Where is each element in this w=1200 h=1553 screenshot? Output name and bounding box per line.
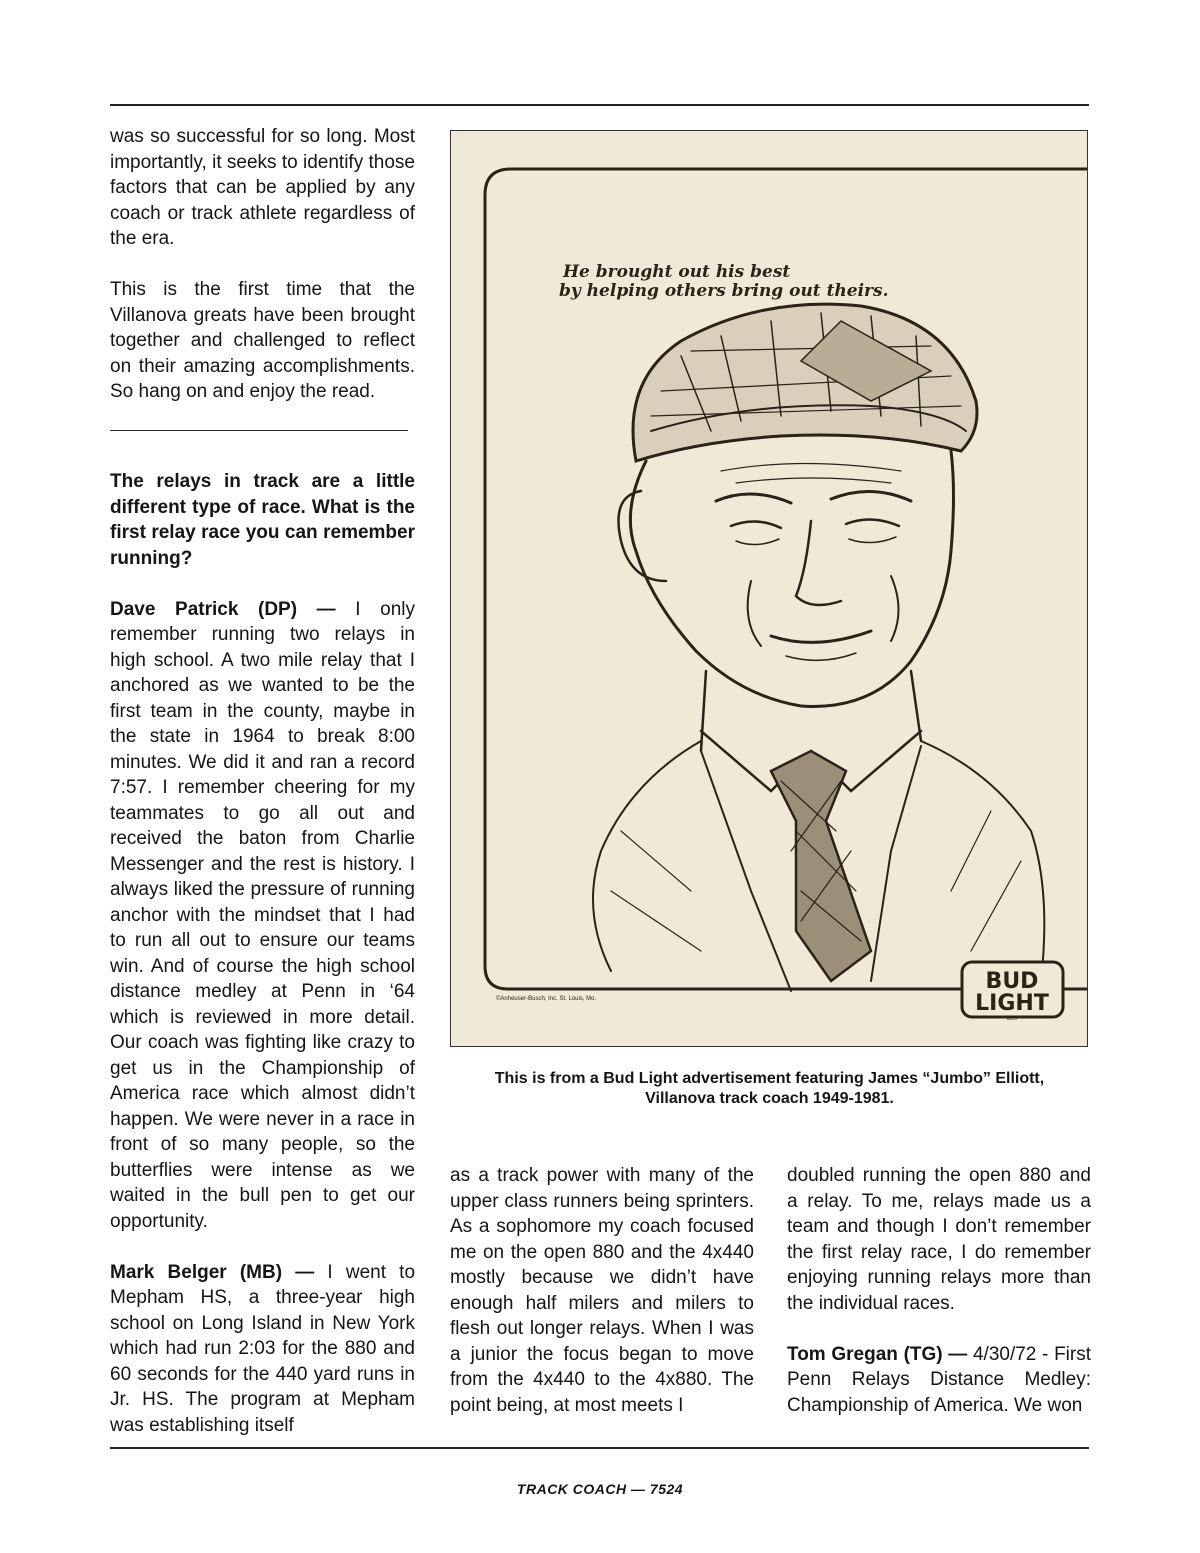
bottom-rule [110,1447,1089,1449]
right-column [787,1163,1091,1418]
answer-mark-belger-continued: as a track power with many of the upper class runners being sprinters. As a sophomore my coach focused me on the open 880 and the 4x440 mostly because we didn’t have enough half milers and milers to flesh out longer relays. When I was a junior the focus began to move from the 4x440 to the 4x880. The point being, at most meets I [450,1165,754,1416]
bud-light-logo [962,962,1063,1021]
caption-line2: Villanova track coach 1949-1981. [645,1090,894,1107]
ad-headline-line1: He brought out his best [563,262,791,282]
advertisement-image [450,130,1088,1047]
left-column [110,124,415,1438]
intro-paragraph-end: was so successful for so long. Most importantly, it seeks to identify those factors that can be applied by any coach or track athlete regardless of the era. [110,126,415,249]
speaker-tom-gregan: Tom Gregan (TG) — [787,1343,968,1365]
logo-light: LIGHT [975,991,1049,1016]
section-divider [110,430,408,431]
logo-beer: BEER [1006,1016,1018,1021]
answer-mark-belger [110,1260,415,1439]
ad-headline-line2: by helping others bring out theirs. [559,281,889,301]
logo-bud: BUD [985,969,1039,994]
caption-line1: This is from a Bud Light advertisement featuring James “Jumbo” Elliott, [494,1070,1045,1087]
answer-mark-belger-end: doubled running the open 880 and a relay. To me, relays made us a team and though I don’t remember the first relay race, I do remember enjoying running relays more than the individual races. [787,1165,1091,1314]
advertisement-illustration [451,131,1087,1046]
top-rule [110,104,1089,106]
answer-text: 4/30/72 - First Penn Relays Distance Medley: Championship of America. We won [787,1343,1091,1416]
middle-column [450,1163,754,1418]
answer-tom-gregan [787,1342,1091,1419]
speaker-mark-belger: Mark Belger (MB) — [110,1261,315,1283]
speaker-dave-patrick: Dave Patrick (DP) — [110,598,336,620]
answer-text: I only remember running two relays in high school. A two mile relay that I anchored as we wanted to be the first team in the county, maybe in the state in 1964 to break 8:00 minutes. We did it and ran a record 7:57. I remember cheering for my teammates to go all out and received the baton from Charlie Messenger and the rest is history. I always liked the pressure of running anchor with the mindset that I had to run all out to ensure our teams win. And of course the high school distance medley at Penn in ‘64 which is reviewed in more detail. Our coach was fighting like crazy to get us in the Championship of America race which almost didn’t happen. We were never in a race in front of so many people, so the butterflies were intense as we waited in the bull pen to get our opportunity. [110,598,416,1232]
page-footer: TRACK COACH — 7524 [516,1481,684,1497]
answer-dave-patrick [110,597,415,1235]
intro-paragraph: This is the first time that the Villanova greats have been brought together and challenged to reflect on their amazing accomplishments. So hang on and enjoy the read. [110,279,415,402]
answer-text: I went to Mepham HS, a three-year high school on Long Island in New York which had run 2:03 for the 880 and 60 seconds for the 440 yard runs in Jr. HS. The program at Mepham was establishing itself [110,1261,416,1436]
figure-caption [450,1069,1089,1109]
interview-question: The relays in track are a little different type of race. What is the first relay race you can remember running? [110,471,415,569]
ad-copyright: ©Anheuser-Busch, Inc. St. Louis, Mo. [496,996,597,1002]
